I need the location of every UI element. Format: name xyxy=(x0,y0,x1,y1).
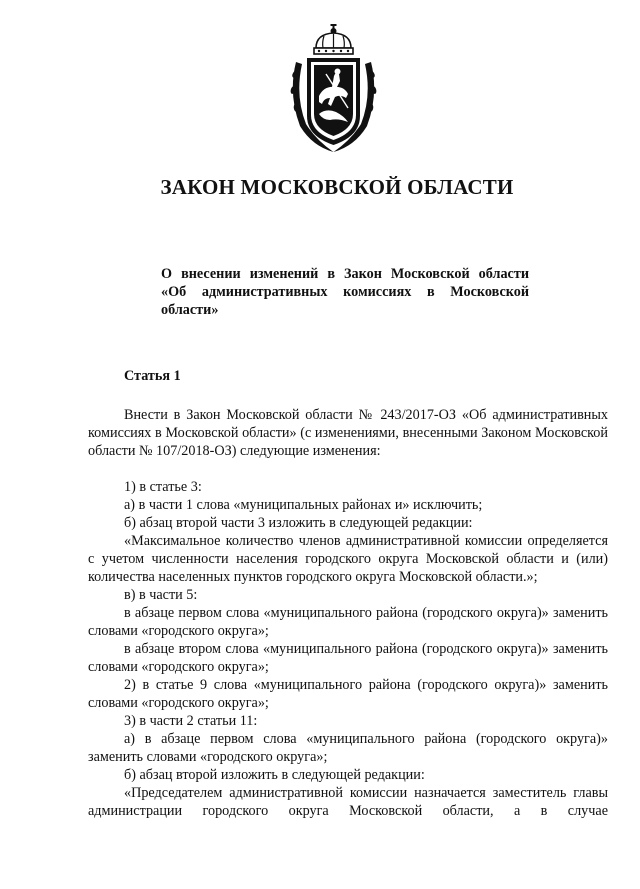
article-body xyxy=(88,406,608,820)
list-item: «Максимальное количество членов административной комиссии определяется с учетом численности населения городского округа Московской области и (или) количества населенных пунктов городского округа Московской области.»; xyxy=(88,533,608,585)
moscow-oblast-coat-of-arms xyxy=(286,24,381,154)
law-subtitle xyxy=(161,265,529,319)
intro-paragraph: Внести в Закон Московской области № 243/2017-ОЗ «Об административных комиссиях в Московской области» (с изменениями, внесенными Законом Московской области № 107/2018-ОЗ) следующие изменения: xyxy=(88,407,608,459)
list-item: «Председателем административной комиссии назначается заместитель главы администрации городского округа Московской области, а в случае xyxy=(88,785,608,819)
list-item: 1) в статье 3: xyxy=(124,479,202,495)
paragraph-gap xyxy=(88,460,608,478)
list-item: 2) в статье 9 слова «муниципального района (городского округа)» заменить словами «городского округа»; xyxy=(88,677,608,711)
list-item: б) абзац второй изложить в следующей редакции: xyxy=(124,767,425,783)
list-item: в абзаце втором слова «муниципального района (городского округа)» заменить словами «городского округа»; xyxy=(88,641,608,675)
subtitle-line: области» xyxy=(161,302,219,318)
subtitle-line: «Об административных комиссиях в Московской xyxy=(161,284,529,300)
subtitle-line: О внесении изменений в Закон Московской области xyxy=(161,266,529,282)
law-title: ЗАКОН МОСКОВСКОЙ ОБЛАСТИ xyxy=(160,175,514,199)
list-item: в абзаце первом слова «муниципального района (городского округа)» заменить словами «городского округа»; xyxy=(88,605,608,639)
list-item: 3) в части 2 статьи 11: xyxy=(124,713,258,729)
list-item: в) в части 5: xyxy=(124,587,198,603)
list-item: а) в абзаце первом слова «муниципального района (городского округа)» заменить словами «городского округа»; xyxy=(88,731,608,765)
list-item: б) абзац второй части 3 изложить в следующей редакции: xyxy=(124,515,473,531)
article-heading: Статья 1 xyxy=(124,368,181,384)
list-item: а) в части 1 слова «муниципальных районах и» исключить; xyxy=(124,497,483,513)
